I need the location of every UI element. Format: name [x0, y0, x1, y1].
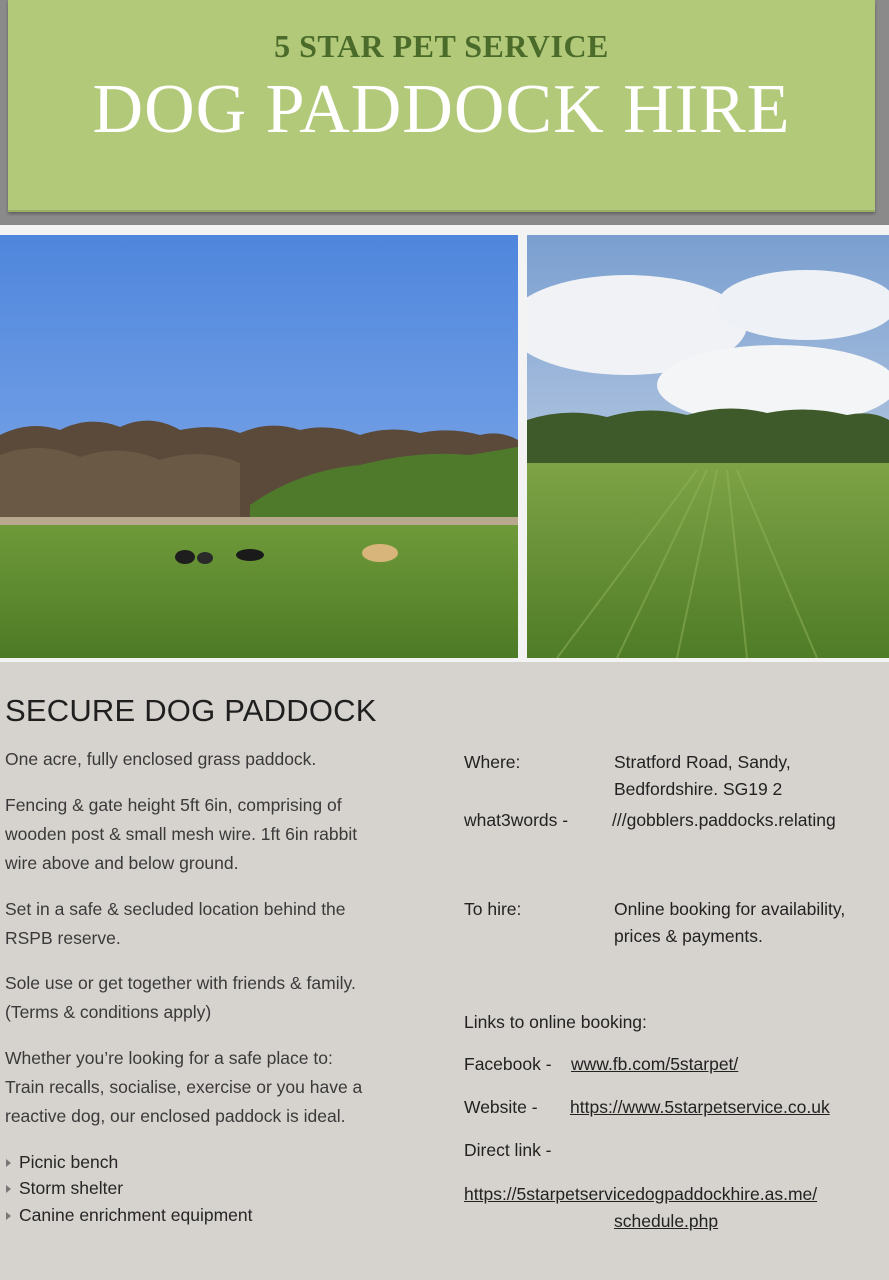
- paragraph-line: RSPB reserve.: [5, 928, 121, 948]
- info-panel: [0, 658, 889, 1280]
- paddock-with-dogs-photo: [0, 235, 518, 658]
- hire-value-line: prices & payments.: [614, 926, 763, 946]
- paragraph-line: Set in a safe & secluded location behind the: [5, 899, 346, 919]
- facebook-label: Facebook -: [464, 1054, 552, 1074]
- paragraph-line: Sole use or get together with friends & family.: [5, 973, 356, 993]
- feature-item: Canine enrichment equipment: [6, 1202, 252, 1228]
- section-heading: SECURE DOG PADDOCK: [5, 693, 377, 728]
- hire-label: To hire:: [464, 899, 522, 919]
- direct-booking-link-continued[interactable]: schedule.php: [614, 1211, 719, 1231]
- paragraph-line: wooden post & small mesh wire. 1ft 6in rabbit: [5, 824, 358, 844]
- direct-booking-link[interactable]: https://5starpetservicedogpaddockhire.as.me/: [464, 1184, 818, 1204]
- website-link[interactable]: https://www.5starpetservice.co.uk: [570, 1097, 830, 1117]
- where-label: Where:: [464, 752, 521, 772]
- what3words-value: ///gobblers.paddocks.relating: [612, 810, 836, 830]
- website-label: Website -: [464, 1097, 538, 1117]
- links-heading: Links to online booking:: [464, 1012, 647, 1032]
- direct-link-label: Direct link -: [464, 1140, 552, 1160]
- paragraph-line: One acre, fully enclosed grass paddock.: [5, 749, 317, 769]
- feature-item: Storm shelter: [6, 1175, 123, 1201]
- address-line: Stratford Road, Sandy,: [614, 752, 791, 772]
- header-banner: [8, 0, 875, 212]
- bullet-icon: [6, 1185, 11, 1193]
- business-name: 5 STAR PET SERVICE: [274, 28, 609, 64]
- bullet-icon: [6, 1212, 11, 1220]
- paragraph-line: Train recalls, socialise, exercise or you have a: [5, 1077, 363, 1097]
- what3words-label: what3words -: [464, 810, 569, 830]
- feature-item: Picnic bench: [6, 1149, 118, 1175]
- bullet-icon: [6, 1159, 11, 1167]
- address-line: Bedfordshire. SG19 2: [614, 779, 783, 799]
- paragraph-line: reactive dog, our enclosed paddock is ideal.: [5, 1106, 346, 1126]
- page-title: DOG PADDOCK HIRE: [92, 71, 791, 148]
- paragraph-line: (Terms & conditions apply): [5, 1002, 212, 1022]
- paragraph-line: Fencing & gate height 5ft 6in, comprising of: [5, 795, 342, 815]
- facebook-link[interactable]: www.fb.com/5starpet/: [571, 1054, 739, 1074]
- photo-gap: [518, 235, 527, 658]
- paragraph-line: wire above and below ground.: [5, 853, 239, 873]
- empty-paddock-photo: [527, 235, 889, 658]
- paragraph-line: Whether you’re looking for a safe place to:: [5, 1048, 333, 1068]
- hire-value-line: Online booking for availability,: [614, 899, 846, 919]
